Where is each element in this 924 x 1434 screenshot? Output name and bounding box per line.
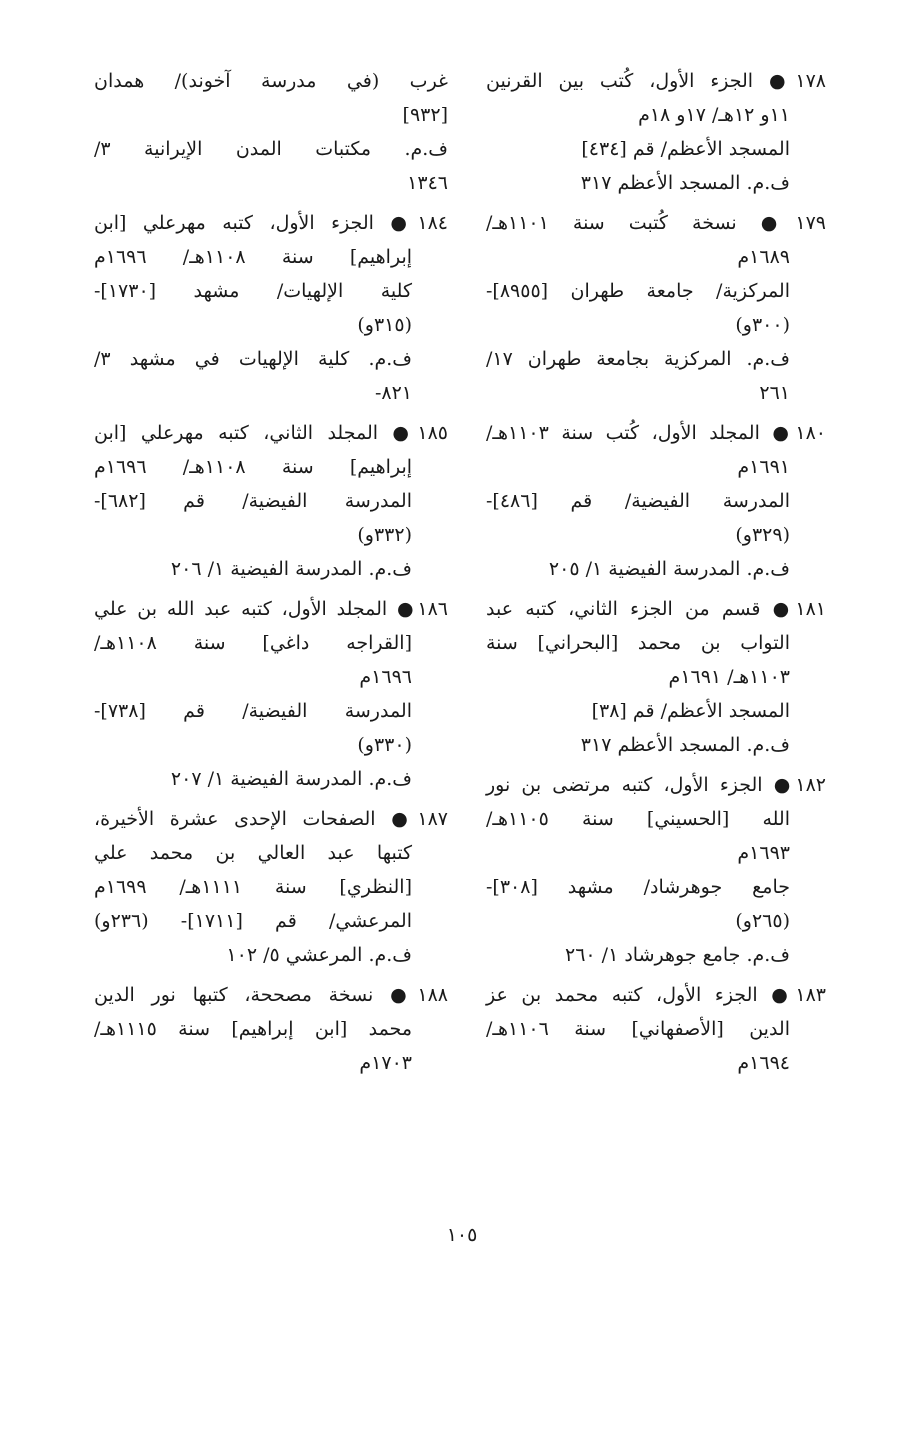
entry-line: المدرسة الفيضية/ قم [٦٨٢]-	[94, 490, 412, 512]
entry-heading-line: ١٨٣● الجزء الأول، كتبه محمد بن عز	[486, 984, 826, 1006]
catalog-entry	[486, 416, 826, 586]
entry-line: إبراهيم] سنة ١١٠٨هـ/ ١٦٩٦م	[94, 246, 413, 268]
entry-line: جامع جوهرشاد/ مشهد [٣٠٨]-	[486, 876, 790, 898]
entry-line: ف.م. المرعشي ٥/ ١٠٢	[226, 944, 412, 966]
entry-line: ١٦٩١م	[737, 456, 790, 478]
entry-line: المدرسة الفيضية/ قم [٤٨٦]-	[486, 490, 790, 512]
entry-heading-line: ١٨٢● الجزء الأول، كتبه مرتضى بن نور	[486, 774, 826, 796]
entry-line: ١٦٩٣م	[737, 842, 790, 864]
catalog-entry	[486, 768, 826, 972]
entry-heading-line: غرب (في مدرسة آخوند)/ همدان	[94, 70, 448, 92]
entry-line: ف.م. جامع جوهرشاد ١/ ٢٦٠	[564, 944, 790, 966]
entry-heading-line: ١٨٥● المجلد الثاني، كتبه مهرعلي [ابن	[94, 422, 448, 444]
entry-line: الدين [الأصفهاني] سنة ١١٠٦هـ/	[486, 1018, 790, 1040]
entry-heading-line: ١٧٩● نسخة كُتبت سنة ١١٠١هـ/	[486, 212, 826, 234]
entry-line: كلية الإلهيات/ مشهد [١٧٣٠]-	[94, 280, 412, 302]
entry-line: ١٧٠٣م	[359, 1052, 412, 1074]
entry-line: ف.م. المدرسة الفيضية ١/ ٢٠٧	[170, 768, 412, 790]
entry-line: ٢٦١	[759, 382, 790, 404]
entry-line: ١٦٨٩م	[737, 246, 790, 268]
entry-line: (٣٣٢و)	[357, 524, 412, 546]
entry-line: ف.م. المركزية بجامعة طهران ١٧/	[486, 348, 790, 370]
catalog-entry	[94, 416, 448, 586]
entry-heading-line: ١٨٤● الجزء الأول، كتبه مهرعلي [ابن	[94, 212, 448, 234]
catalog-entry	[486, 592, 826, 762]
left-column	[94, 64, 448, 1086]
entry-line: ف.م. المدرسة الفيضية ١/ ٢٠٥	[548, 558, 790, 580]
catalog-entry	[486, 978, 826, 1080]
entry-line: (٣٣٠و)	[357, 734, 412, 756]
entry-line: ١٦٩٦م	[359, 666, 412, 688]
page-number: ١٠٥	[446, 1224, 478, 1246]
entry-line: ف.م. المسجد الأعظم ٣١٧	[580, 734, 790, 756]
entry-line: [النظري] سنة ١١١١هـ/ ١٦٩٩م	[94, 876, 412, 898]
entry-line: كتبها عبد العالي بن محمد علي	[94, 842, 412, 864]
entry-line: ف.م. المسجد الأعظم ٣١٧	[580, 172, 790, 194]
catalog-entry	[486, 64, 826, 200]
entry-line: (٢٦٥و)	[735, 910, 790, 932]
entry-heading-line: ١٨٨● نسخة مصححة، كتبها نور الدين	[94, 984, 448, 1006]
entry-line: الله [الحسيني] سنة ١١٠٥هـ/	[486, 808, 790, 830]
entry-heading-line: ١٨١● قسم من الجزء الثاني، كتبه عبد	[486, 598, 826, 620]
entry-line: (٣٢٩و)	[735, 524, 790, 546]
catalog-entry	[94, 206, 448, 410]
entry-line: ١٣٤٦	[407, 172, 448, 194]
entry-line: (٣٠٠و)	[735, 314, 790, 336]
entry-line: ١١٠٣هـ/ ١٦٩١م	[668, 666, 790, 688]
entry-line: المرعشي/ قم [١٧١١]- (٢٣٦و)	[94, 910, 412, 932]
entry-line: المركزية/ جامعة طهران [٨٩٥٥]-	[486, 280, 790, 302]
entry-line: ٨٢١-	[374, 382, 412, 404]
entry-line: التواب بن محمد [البحراني] سنة	[486, 632, 790, 654]
entry-line: (٣١٥و)	[357, 314, 412, 336]
entry-line: [٩٣٢]	[402, 104, 448, 126]
entry-line: [القراجه داغي] سنة ١١٠٨هـ/	[94, 632, 412, 654]
entry-line: ١١و ١٢هـ/ ١٧و ١٨م	[638, 104, 790, 126]
catalog-entry	[486, 206, 826, 410]
entry-line: ف.م. كلية الإلهيات في مشهد ٣/	[94, 348, 412, 370]
entry-line: المدرسة الفيضية/ قم [٧٣٨]-	[94, 700, 412, 722]
entry-line: ف.م. المدرسة الفيضية ١/ ٢٠٦	[170, 558, 412, 580]
catalog-entry	[94, 64, 448, 200]
entry-heading-line: ١٨٧● الصفحات الإحدى عشرة الأخيرة،	[94, 808, 448, 830]
entry-line: ١٦٩٤م	[737, 1052, 790, 1074]
catalog-entry	[94, 978, 448, 1080]
entry-heading-line: ١٨٠● المجلد الأول، كُتب سنة ١١٠٣هـ/	[486, 422, 826, 444]
entry-line: ف.م. مكتبات المدن الإيرانية ٣/	[94, 138, 448, 160]
right-column	[486, 64, 826, 1086]
entry-heading-line: ١٧٨● الجزء الأول، كُتب بين القرنين	[486, 70, 826, 92]
catalog-entry	[94, 802, 448, 972]
entry-line: المسجد الأعظم/ قم [٣٨]	[591, 700, 790, 722]
entry-heading-line: ١٨٦● المجلد الأول، كتبه عبد الله بن علي	[94, 598, 448, 620]
entry-line: المسجد الأعظم/ قم [٤٣٤]	[581, 138, 790, 160]
catalog-entry	[94, 592, 448, 796]
entry-line: إبراهيم] سنة ١١٠٨هـ/ ١٦٩٦م	[94, 456, 413, 478]
entry-line: محمد [ابن إبراهيم] سنة ١١١٥هـ/	[94, 1018, 412, 1040]
